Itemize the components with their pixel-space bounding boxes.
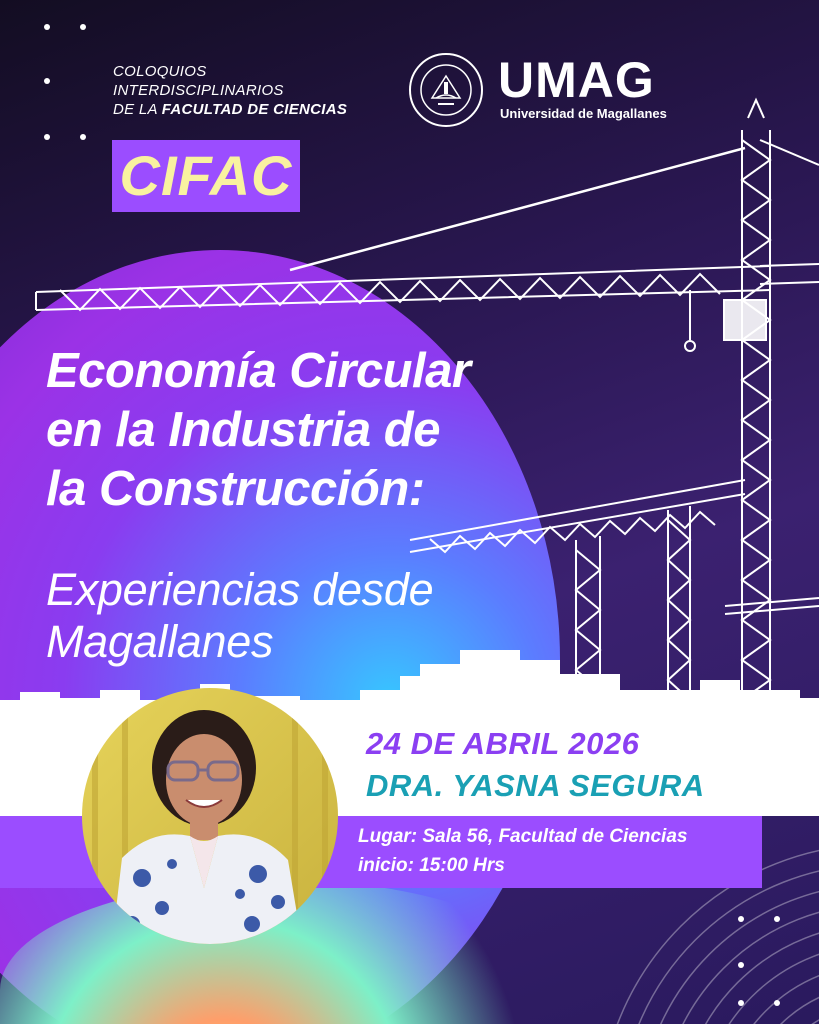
event-date: 24 DE ABRIL 2026	[366, 726, 640, 761]
dot-decoration	[774, 1000, 780, 1006]
dot-decoration	[738, 1000, 744, 1006]
event-start-time: inicio: 15:00 Hrs	[358, 855, 505, 876]
speaker-photo	[82, 688, 338, 944]
talk-subtitle-line: Magallanes	[46, 616, 274, 667]
university-full-name: Universidad de Magallanes	[500, 106, 667, 121]
heading-line-1: COLOQUIOS	[113, 63, 207, 80]
heading-line-3-bold: FACULTAD DE CIENCIAS	[161, 101, 348, 118]
dot-decoration	[738, 916, 744, 922]
heading-line-3-prefix: DE LA	[113, 101, 162, 118]
speaker-name: DRA. YASNA SEGURA	[366, 768, 705, 803]
dot-decoration	[774, 916, 780, 922]
dot-decoration	[738, 962, 744, 968]
talk-title	[46, 342, 566, 519]
cifac-badge: CIFAC	[112, 140, 300, 212]
talk-title-line: en la Industria de	[46, 403, 440, 457]
event-place: Lugar: Sala 56, Facultad de Ciencias	[358, 826, 688, 847]
talk-subtitle-line: Experiencias desde	[46, 564, 434, 615]
university-name: UMAG	[498, 52, 655, 108]
talk-title-line: Economía Circular	[46, 344, 471, 398]
heading-line-2: INTERDISCIPLINARIOS	[113, 82, 284, 99]
talk-title-line: la Construcción:	[46, 462, 425, 516]
talk-subtitle	[46, 564, 526, 668]
